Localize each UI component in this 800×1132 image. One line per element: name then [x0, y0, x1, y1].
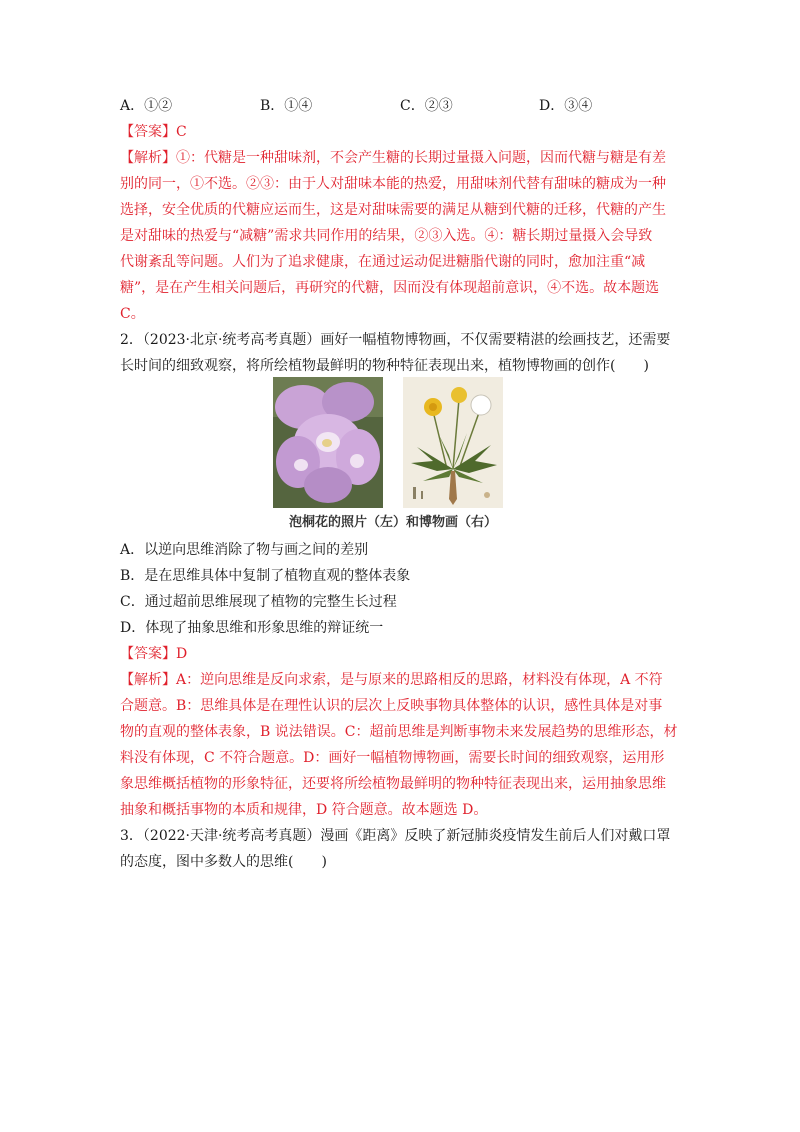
q1-answer: 【答案】C	[120, 124, 187, 140]
q2-option-b: B．是在思维具体中复制了植物直观的整体表象	[120, 568, 411, 584]
q2-figure	[273, 377, 513, 537]
q1-option-b: B．①④	[260, 98, 313, 114]
q2-answer: 【答案】D	[120, 646, 188, 662]
q2-stem-line: 长时间的细致观察，将所绘植物最鲜明的物种特征表现出来，植物博物画的创作( )	[120, 358, 649, 374]
q2-analysis-line: 象思维概括植物的形象特征，还要将所绘植物最鲜明的物种特征表现出来，运用抽象思维	[120, 776, 666, 792]
q2-analysis-line: 合题意。B：思维具体是在理性认识的层次上反映事物具体整体的认识，感性具体是对事	[120, 698, 663, 714]
q2-analysis-line: 料没有体现，C 不符合题意。D：画好一幅植物博物画，需要长时间的细致观察，运用形	[120, 750, 665, 766]
q1-analysis-line: 糖”，是在产生相关问题后，再研究的代糖，因而没有体现超前意识，④不选。故本题选	[120, 280, 660, 296]
q1-analysis-line: 别的同一，①不选。②③：由于人对甜味本能的热爱，用甜味剂代替有甜味的糖成为一种	[120, 176, 666, 192]
q2-option-c: C．通过超前思维展现了植物的完整生长过程	[120, 594, 397, 610]
q1-analysis-line: 是对甜味的热爱与“减糖”需求共同作用的结果，②③入选。④：糖长期过量摄入会导致	[120, 228, 653, 244]
q2-analysis-line: 抽象和概括事物的本质和规律，D 符合题意。故本题选 D。	[120, 802, 488, 818]
figure-caption: 泡桐花的照片（左）和博物画（右）	[288, 515, 497, 530]
q2-analysis-line: 【解析】A：逆向思维是反向求索，是与原来的思路相反的思路，材料没有体现，A 不符	[120, 672, 663, 688]
q1-analysis-line: C。	[120, 306, 145, 322]
q3-stem-line: 的态度，图中多数人的思维( )	[120, 854, 327, 870]
q1-option-c: C．②③	[400, 98, 453, 114]
q1-analysis-line: 代谢紊乱等问题。人们为了追求健康，在通过运动促进糖脂代谢的同时，愈加注重“减	[120, 254, 646, 270]
q2-option-a: A．以逆向思维消除了物与画之间的差别	[120, 542, 369, 558]
q1-options	[120, 93, 690, 119]
q2-stem-line: 2．（2023·北京·统考高考真题）画好一幅植物博物画，不仅需要精湛的绘画技艺，还需要	[120, 332, 671, 348]
q1-option-d: D．③④	[539, 98, 593, 114]
q2-option-d: D．体现了抽象思维和形象思维的辩证统一	[120, 620, 384, 636]
q1-option-a: A．①②	[120, 98, 173, 114]
q1-analysis-line: 选择，安全优质的代糖应运而生，这是对甜味需要的满足从糖到代糖的迁移，代糖的产生	[120, 202, 666, 218]
q1-analysis-line: 【解析】①：代糖是一种甜味剂，不会产生糖的长期过量摄入问题，因而代糖与糖是有差	[120, 150, 666, 166]
q3-stem-line: 3．（2022·天津·统考高考真题）漫画《距离》反映了新冠肺炎疫情发生前后人们对戴口罩	[120, 828, 671, 844]
dandelion-botanical-painting	[403, 377, 503, 508]
q2-analysis-line: 物的直观的整体表象，B 说法错误。C：超前思维是判断事物未来发展趋势的思维形态，材	[120, 724, 678, 740]
paulownia-flower-photo	[273, 377, 383, 508]
